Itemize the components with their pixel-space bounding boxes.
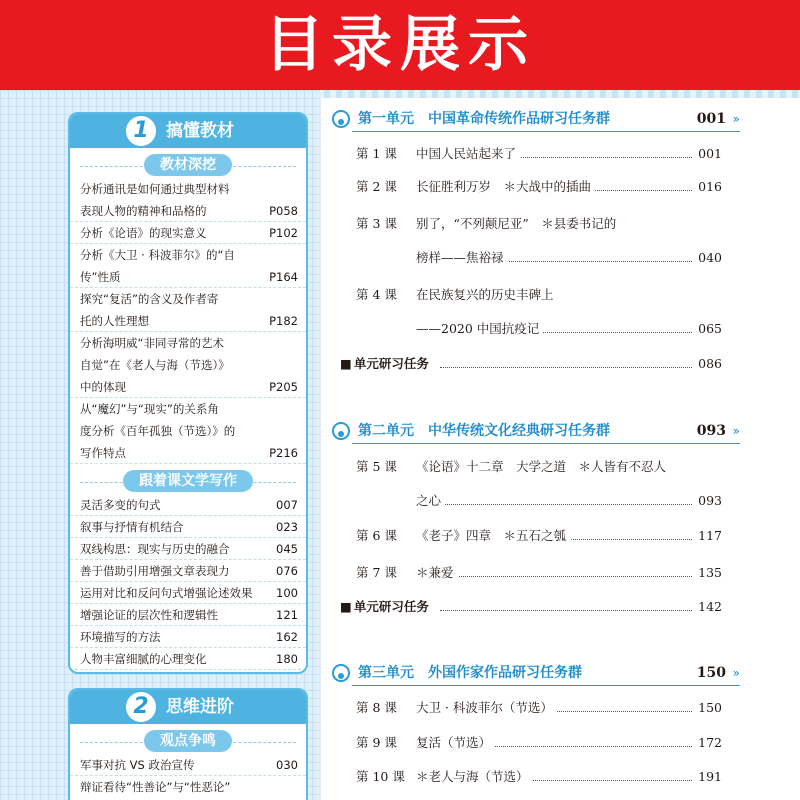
unit-title: 第三单元 外国作家作品研习任务群 (358, 665, 582, 681)
double-chevron-icon: » (732, 666, 740, 680)
list-item-text: 灵活多变的句式 (80, 498, 161, 512)
lesson-title: 《老子》四章 ＊五石之瓠 (416, 524, 570, 548)
lesson-title: ＊老人与海（节选） (416, 765, 533, 789)
unit-task-label (340, 352, 433, 376)
section-label: 观点争鸣 (144, 730, 232, 752)
lesson-number: 第 6 课 (356, 528, 397, 543)
list-item-text: 表现人物的精神和品格的 (80, 204, 207, 218)
lesson-title: 别了，“不列颠尼亚” ＊县委书记的 (416, 212, 620, 236)
list-item-page: 100 (276, 586, 298, 600)
lesson-row[interactable] (356, 283, 722, 307)
unit-page-number: 001 (696, 111, 726, 127)
list-item[interactable] (70, 420, 306, 442)
list-item-page: P102 (269, 226, 298, 240)
section-header (70, 470, 306, 494)
lesson-page-number: 001 (694, 142, 722, 166)
card-header (70, 114, 306, 148)
lesson-row[interactable] (356, 731, 722, 755)
lesson-page-number: 191 (694, 765, 722, 789)
unit-task-text: 单元研习任务 (353, 356, 429, 371)
list-item-text: 分析《论语》的现实意义 (80, 226, 207, 240)
list-item-page: P216 (269, 446, 298, 460)
list-item[interactable] (70, 754, 306, 776)
list-item-text: 自觉”在《老人与海（节选）》 (80, 358, 230, 372)
section-list (70, 754, 306, 798)
list-item-page: 180 (276, 652, 298, 666)
lesson-page-number: 172 (694, 731, 722, 755)
lesson-number: 第 3 课 (356, 216, 397, 231)
unit-task-row[interactable] (340, 595, 722, 619)
list-item-text: 分析海明威“非同寻常的艺术 (80, 336, 224, 350)
lesson-page-number: 117 (694, 524, 722, 548)
lesson-row[interactable] (356, 246, 722, 270)
lesson-number: 第 8 课 (356, 700, 397, 715)
double-chevron-icon: » (732, 424, 740, 438)
list-item-page: 023 (276, 520, 298, 534)
card-thinking-advance (68, 688, 308, 800)
list-item-text: 从“魔幻”与“现实”的关系角 (80, 402, 219, 416)
list-item-text: 分析《大卫 · 科波菲尔》的“自 (80, 248, 235, 262)
list-item-page: 045 (276, 542, 298, 556)
lesson-number: 第 2 课 (356, 179, 397, 194)
section-header (70, 730, 306, 754)
unit-task-label (340, 595, 433, 619)
list-item-text: 分析通讯是如何通过典型材料 (80, 182, 230, 196)
bulb-icon (332, 110, 350, 128)
list-item-text: 双线构思：现实与历史的融合 (80, 542, 230, 556)
list-item-text: 辩证看待“性善论”与“性恶论” (80, 780, 231, 794)
lesson-row[interactable] (356, 455, 722, 479)
lesson-number: 第 10 课 (356, 769, 405, 784)
lesson-number: 第 4 课 (356, 287, 397, 302)
lesson-page-number: 040 (694, 246, 722, 270)
lesson-page-number: 065 (694, 317, 722, 341)
list-item[interactable] (70, 398, 306, 420)
list-item-text: 运用对比和反问句式增强论述效果 (80, 586, 253, 600)
unit-underline (352, 443, 740, 444)
section-header (70, 154, 306, 178)
square-bullet-icon: ■ (340, 599, 352, 614)
list-item[interactable] (70, 494, 306, 516)
lesson-number: 第 9 课 (356, 735, 397, 750)
list-item[interactable] (70, 582, 306, 604)
bulb-icon (332, 664, 350, 682)
list-item[interactable] (70, 560, 306, 582)
unit-header[interactable] (332, 660, 740, 688)
lesson-row[interactable] (356, 765, 722, 789)
lesson-row[interactable] (356, 696, 722, 720)
square-bullet-icon: ■ (340, 356, 352, 371)
list-item[interactable] (70, 310, 306, 332)
list-item[interactable] (70, 266, 306, 288)
lesson-number: 第 5 课 (356, 459, 397, 474)
dot-leader (440, 610, 692, 611)
lesson-title: 榜样——焦裕禄 (416, 246, 508, 270)
list-item[interactable] (70, 376, 306, 398)
lesson-page-number: 093 (694, 489, 722, 513)
unit-page-number: 150 (696, 665, 726, 681)
lesson-row[interactable] (356, 212, 722, 236)
list-item-text: 写作特点 (80, 446, 126, 460)
list-item[interactable] (70, 626, 306, 648)
list-item[interactable] (70, 648, 306, 670)
list-item[interactable] (70, 776, 306, 798)
lesson-row[interactable] (356, 524, 722, 548)
list-item[interactable] (70, 288, 306, 310)
lesson-title: 长征胜利万岁 ＊大战中的插曲 (416, 175, 595, 199)
list-item-text: 环境描写的方法 (80, 630, 161, 644)
bulb-icon (332, 422, 350, 440)
list-item-text: 中的体现 (80, 380, 126, 394)
list-item-page: 162 (276, 630, 298, 644)
list-item-text: 人物丰富细腻的心理变化 (80, 652, 207, 666)
list-item-text: 增强论证的层次性和逻辑性 (80, 608, 218, 622)
lesson-row[interactable] (356, 142, 722, 166)
lesson-row[interactable] (356, 175, 722, 199)
unit-task-row[interactable] (340, 352, 722, 376)
lesson-title: 大卫 · 科波菲尔（节选） (416, 696, 557, 720)
lesson-row[interactable] (356, 489, 722, 513)
list-item-page: P058 (269, 204, 298, 218)
card-understand-textbook (68, 112, 308, 674)
list-item-text: 托的人性理想 (80, 314, 149, 328)
list-item-text: 度分析《百年孤独（节选）》的 (80, 424, 236, 438)
lesson-row[interactable] (356, 561, 722, 585)
list-item[interactable] (70, 222, 306, 244)
list-item-text: 叙事与抒情有机结合 (80, 520, 184, 534)
dot-leader (440, 367, 692, 368)
list-item-page: 121 (276, 608, 298, 622)
header-banner (0, 0, 800, 90)
list-item-page: P182 (269, 314, 298, 328)
unit-title: 第一单元 中国革命传统作品研习任务群 (358, 111, 610, 127)
list-item-text: 探究“复活”的含义及作者寄 (80, 292, 219, 306)
lesson-title: 在民族复兴的历史丰碑上 (416, 283, 558, 307)
lesson-row[interactable] (356, 317, 722, 341)
list-item[interactable] (70, 442, 306, 464)
double-chevron-icon: » (732, 112, 740, 126)
lesson-page-number: 150 (694, 696, 722, 720)
list-item[interactable] (70, 244, 306, 266)
card-title: 思维进阶 (166, 697, 234, 717)
card-header (70, 690, 306, 724)
list-item-page: P205 (269, 380, 298, 394)
page-title: 目录展示 (264, 10, 536, 80)
unit-underline (352, 685, 740, 686)
list-item-page: 030 (276, 758, 298, 772)
lesson-title: 之心 (416, 489, 445, 513)
list-item[interactable] (70, 354, 306, 376)
lesson-title: 复活（节选） (416, 731, 495, 755)
list-item-page: 076 (276, 564, 298, 578)
unit-task-page-number: 142 (694, 595, 722, 619)
section-label: 跟着课文学写作 (123, 470, 253, 492)
lesson-title: 中国人民站起来了 (416, 142, 520, 166)
unit-underline (352, 131, 740, 132)
dot-leader (416, 504, 692, 505)
list-item[interactable] (70, 200, 306, 222)
unit-header[interactable] (332, 106, 740, 134)
lesson-number: 第 7 课 (356, 565, 397, 580)
list-item-text: 传”性质 (80, 270, 121, 284)
lesson-page-number: 135 (694, 561, 722, 585)
list-item-page: 007 (276, 498, 298, 512)
list-item-page: P164 (269, 270, 298, 284)
lesson-number: 第 1 课 (356, 146, 397, 161)
unit-header[interactable] (332, 418, 740, 446)
lesson-title: ——2020 中国抗疫记 (416, 317, 543, 341)
lesson-page-number: 016 (694, 175, 722, 199)
unit-task-page-number: 086 (694, 352, 722, 376)
column-divider (320, 98, 321, 800)
list-item[interactable] (70, 538, 306, 560)
lesson-title: ＊兼爱 (416, 561, 458, 585)
card-number-badge: 1 (126, 116, 156, 146)
unit-task-text: 单元研习任务 (353, 599, 429, 614)
list-item[interactable] (70, 332, 306, 354)
lesson-title: 《论语》十二章 大学之道 ＊人皆有不忍人 (416, 455, 670, 479)
list-item-text: 善于借助引用增强文章表现力 (80, 564, 230, 578)
card-number-badge: 2 (126, 692, 156, 722)
section-list (70, 494, 306, 670)
card-title: 搞懂教材 (166, 121, 234, 141)
list-item[interactable] (70, 178, 306, 200)
section-label: 教材深挖 (144, 154, 232, 176)
unit-page-number: 093 (696, 423, 726, 439)
list-item[interactable] (70, 604, 306, 626)
section-list (70, 178, 306, 464)
unit-title: 第二单元 中华传统文化经典研习任务群 (358, 423, 610, 439)
list-item[interactable] (70, 516, 306, 538)
list-item-text: 军事对抗 VS 政治宣传 (80, 758, 195, 772)
